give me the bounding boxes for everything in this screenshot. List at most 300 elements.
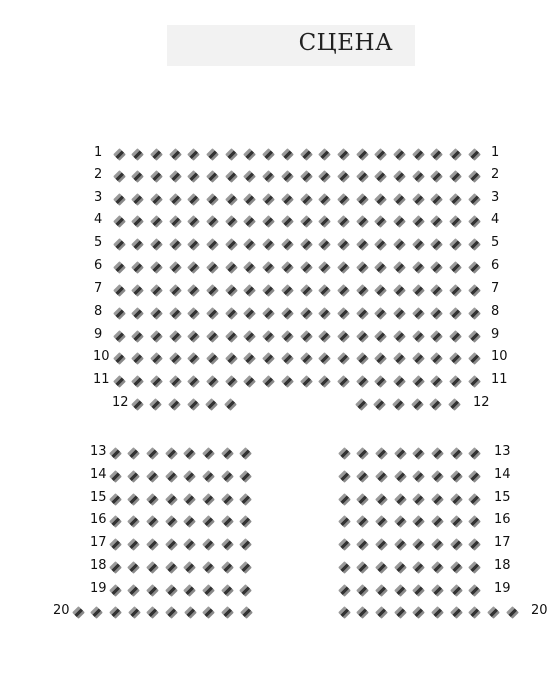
seat[interactable] [240, 561, 253, 574]
seat[interactable] [450, 584, 463, 597]
seat[interactable] [225, 375, 238, 388]
seat[interactable] [169, 284, 182, 297]
seat[interactable] [131, 193, 144, 206]
seat[interactable] [240, 515, 253, 528]
seat[interactable] [393, 215, 406, 228]
seat[interactable] [356, 352, 369, 365]
seat[interactable] [412, 375, 425, 388]
seat[interactable] [131, 284, 144, 297]
seat[interactable] [127, 561, 140, 574]
seat[interactable] [356, 193, 369, 206]
seat[interactable] [468, 352, 481, 365]
seat[interactable] [469, 538, 482, 551]
seat[interactable] [206, 352, 219, 365]
seat[interactable] [187, 170, 200, 183]
seat[interactable] [150, 215, 163, 228]
seat[interactable] [187, 398, 200, 411]
seat[interactable] [150, 375, 163, 388]
seat[interactable] [150, 330, 163, 343]
seat[interactable] [206, 170, 219, 183]
seat[interactable] [412, 330, 425, 343]
seat[interactable] [393, 148, 406, 161]
seat[interactable] [318, 352, 331, 365]
seat[interactable] [449, 215, 462, 228]
seat[interactable] [113, 330, 126, 343]
seat[interactable] [113, 375, 126, 388]
seat[interactable] [393, 238, 406, 251]
seat[interactable] [150, 307, 163, 320]
seat[interactable] [318, 215, 331, 228]
seat[interactable] [356, 375, 369, 388]
seat[interactable] [146, 584, 159, 597]
seat[interactable] [206, 307, 219, 320]
seat[interactable] [244, 215, 257, 228]
seat[interactable] [318, 375, 331, 388]
seat[interactable] [393, 261, 406, 274]
seat[interactable] [374, 261, 387, 274]
seat[interactable] [393, 193, 406, 206]
seat[interactable] [394, 515, 407, 528]
seat[interactable] [431, 170, 444, 183]
seat[interactable] [338, 515, 351, 528]
seat[interactable] [113, 193, 126, 206]
seat[interactable] [300, 193, 313, 206]
seat[interactable] [203, 606, 216, 619]
seat[interactable] [356, 515, 369, 528]
seat[interactable] [300, 375, 313, 388]
seat[interactable] [469, 447, 482, 460]
seat[interactable] [146, 447, 159, 460]
seat[interactable] [150, 261, 163, 274]
seat[interactable] [356, 538, 369, 551]
seat[interactable] [356, 284, 369, 297]
seat[interactable] [337, 170, 350, 183]
seat[interactable] [300, 238, 313, 251]
seat[interactable] [300, 330, 313, 343]
seat[interactable] [338, 447, 351, 460]
seat[interactable] [431, 561, 444, 574]
seat[interactable] [449, 375, 462, 388]
seat[interactable] [150, 284, 163, 297]
seat[interactable] [318, 193, 331, 206]
seat[interactable] [412, 561, 425, 574]
seat[interactable] [412, 493, 425, 506]
seat[interactable] [131, 307, 144, 320]
seat[interactable] [337, 193, 350, 206]
seat[interactable] [262, 193, 275, 206]
seat[interactable] [165, 470, 178, 483]
seat[interactable] [146, 470, 159, 483]
seat[interactable] [469, 515, 482, 528]
seat[interactable] [169, 148, 182, 161]
seat[interactable] [109, 538, 122, 551]
seat[interactable] [374, 170, 387, 183]
seat[interactable] [468, 330, 481, 343]
seat[interactable] [375, 515, 388, 528]
seat[interactable] [468, 261, 481, 274]
seat[interactable] [338, 561, 351, 574]
seat[interactable] [146, 493, 159, 506]
seat[interactable] [131, 261, 144, 274]
seat[interactable] [431, 352, 444, 365]
seat[interactable] [318, 238, 331, 251]
seat[interactable] [431, 330, 444, 343]
seat[interactable] [183, 447, 196, 460]
seat[interactable] [356, 493, 369, 506]
seat[interactable] [449, 193, 462, 206]
seat[interactable] [206, 284, 219, 297]
seat[interactable] [187, 307, 200, 320]
seat[interactable] [221, 561, 234, 574]
seat[interactable] [202, 470, 215, 483]
seat[interactable] [374, 148, 387, 161]
seat[interactable] [131, 238, 144, 251]
seat[interactable] [281, 148, 294, 161]
seat[interactable] [374, 215, 387, 228]
seat[interactable] [202, 493, 215, 506]
seat[interactable] [394, 493, 407, 506]
seat[interactable] [165, 515, 178, 528]
seat[interactable] [356, 330, 369, 343]
seat[interactable] [393, 375, 406, 388]
seat[interactable] [337, 307, 350, 320]
seat[interactable] [374, 193, 387, 206]
seat[interactable] [450, 447, 463, 460]
seat[interactable] [244, 284, 257, 297]
seat[interactable] [392, 398, 405, 411]
seat[interactable] [262, 375, 275, 388]
seat[interactable] [356, 170, 369, 183]
seat[interactable] [225, 352, 238, 365]
seat[interactable] [375, 606, 388, 619]
seat[interactable] [281, 261, 294, 274]
seat[interactable] [394, 584, 407, 597]
seat[interactable] [337, 330, 350, 343]
seat[interactable] [202, 584, 215, 597]
seat[interactable] [127, 447, 140, 460]
seat[interactable] [224, 398, 237, 411]
seat[interactable] [225, 148, 238, 161]
seat[interactable] [240, 447, 253, 460]
seat[interactable] [127, 470, 140, 483]
seat[interactable] [337, 238, 350, 251]
seat[interactable] [165, 606, 178, 619]
seat[interactable] [450, 606, 463, 619]
seat[interactable] [109, 584, 122, 597]
seat[interactable] [240, 606, 253, 619]
seat[interactable] [393, 170, 406, 183]
seat[interactable] [281, 193, 294, 206]
seat[interactable] [431, 193, 444, 206]
seat[interactable] [128, 606, 141, 619]
seat[interactable] [183, 515, 196, 528]
seat[interactable] [165, 538, 178, 551]
seat[interactable] [281, 307, 294, 320]
seat[interactable] [300, 352, 313, 365]
seat[interactable] [431, 606, 444, 619]
seat[interactable] [318, 330, 331, 343]
seat[interactable] [468, 284, 481, 297]
seat[interactable] [169, 352, 182, 365]
seat[interactable] [240, 470, 253, 483]
seat[interactable] [337, 284, 350, 297]
seat[interactable] [221, 584, 234, 597]
seat[interactable] [187, 284, 200, 297]
seat[interactable] [109, 447, 122, 460]
seat[interactable] [469, 606, 482, 619]
seat[interactable] [412, 284, 425, 297]
seat[interactable] [281, 284, 294, 297]
seat[interactable] [206, 193, 219, 206]
seat[interactable] [338, 470, 351, 483]
seat[interactable] [431, 375, 444, 388]
seat[interactable] [221, 447, 234, 460]
seat[interactable] [262, 307, 275, 320]
seat[interactable] [449, 330, 462, 343]
seat[interactable] [431, 284, 444, 297]
seat[interactable] [487, 606, 500, 619]
seat[interactable] [429, 398, 442, 411]
seat[interactable] [375, 447, 388, 460]
seat[interactable] [449, 261, 462, 274]
seat[interactable] [225, 330, 238, 343]
seat[interactable] [109, 515, 122, 528]
seat[interactable] [187, 238, 200, 251]
seat[interactable] [412, 238, 425, 251]
seat[interactable] [221, 515, 234, 528]
seat[interactable] [431, 470, 444, 483]
seat[interactable] [375, 470, 388, 483]
seat[interactable] [109, 606, 122, 619]
seat[interactable] [109, 470, 122, 483]
seat[interactable] [431, 215, 444, 228]
seat[interactable] [131, 352, 144, 365]
seat[interactable] [356, 561, 369, 574]
seat[interactable] [169, 261, 182, 274]
seat[interactable] [431, 307, 444, 320]
seat[interactable] [300, 307, 313, 320]
seat[interactable] [240, 538, 253, 551]
seat[interactable] [168, 398, 181, 411]
seat[interactable] [244, 170, 257, 183]
seat[interactable] [262, 170, 275, 183]
seat[interactable] [300, 170, 313, 183]
seat[interactable] [150, 352, 163, 365]
seat[interactable] [374, 330, 387, 343]
seat[interactable] [206, 148, 219, 161]
seat[interactable] [149, 398, 162, 411]
seat[interactable] [262, 148, 275, 161]
seat[interactable] [131, 148, 144, 161]
seat[interactable] [187, 352, 200, 365]
seat[interactable] [338, 606, 351, 619]
seat[interactable] [375, 561, 388, 574]
seat[interactable] [337, 215, 350, 228]
seat[interactable] [187, 215, 200, 228]
seat[interactable] [150, 148, 163, 161]
seat[interactable] [300, 215, 313, 228]
seat[interactable] [374, 284, 387, 297]
seat[interactable] [356, 307, 369, 320]
seat[interactable] [394, 447, 407, 460]
seat[interactable] [469, 584, 482, 597]
seat[interactable] [225, 193, 238, 206]
seat[interactable] [318, 307, 331, 320]
seat[interactable] [281, 330, 294, 343]
seat[interactable] [72, 606, 85, 619]
seat[interactable] [244, 307, 257, 320]
seat[interactable] [146, 515, 159, 528]
seat[interactable] [412, 606, 425, 619]
seat[interactable] [240, 584, 253, 597]
seat[interactable] [202, 515, 215, 528]
seat[interactable] [281, 352, 294, 365]
seat[interactable] [206, 375, 219, 388]
seat[interactable] [281, 215, 294, 228]
seat[interactable] [393, 307, 406, 320]
seat[interactable] [206, 261, 219, 274]
seat[interactable] [146, 561, 159, 574]
seat[interactable] [412, 193, 425, 206]
seat[interactable] [225, 215, 238, 228]
seat[interactable] [356, 447, 369, 460]
seat[interactable] [131, 375, 144, 388]
seat[interactable] [165, 584, 178, 597]
seat[interactable] [113, 170, 126, 183]
seat[interactable] [187, 148, 200, 161]
seat[interactable] [131, 170, 144, 183]
seat[interactable] [356, 261, 369, 274]
seat[interactable] [109, 493, 122, 506]
seat[interactable] [318, 148, 331, 161]
seat[interactable] [262, 238, 275, 251]
seat[interactable] [412, 447, 425, 460]
seat[interactable] [146, 606, 159, 619]
seat[interactable] [431, 538, 444, 551]
seat[interactable] [338, 584, 351, 597]
seat[interactable] [150, 170, 163, 183]
seat[interactable] [356, 215, 369, 228]
seat[interactable] [338, 493, 351, 506]
seat[interactable] [169, 375, 182, 388]
seat[interactable] [165, 493, 178, 506]
seat[interactable] [394, 470, 407, 483]
seat[interactable] [318, 284, 331, 297]
seat[interactable] [281, 375, 294, 388]
seat[interactable] [183, 561, 196, 574]
seat[interactable] [225, 284, 238, 297]
seat[interactable] [337, 352, 350, 365]
seat[interactable] [431, 261, 444, 274]
seat[interactable] [113, 238, 126, 251]
seat[interactable] [206, 238, 219, 251]
seat[interactable] [187, 375, 200, 388]
seat[interactable] [468, 170, 481, 183]
seat[interactable] [240, 493, 253, 506]
seat[interactable] [202, 447, 215, 460]
seat[interactable] [221, 606, 234, 619]
seat[interactable] [431, 584, 444, 597]
seat[interactable] [202, 561, 215, 574]
seat[interactable] [127, 515, 140, 528]
seat[interactable] [412, 307, 425, 320]
seat[interactable] [506, 606, 519, 619]
seat[interactable] [450, 538, 463, 551]
seat[interactable] [187, 193, 200, 206]
seat[interactable] [187, 330, 200, 343]
seat[interactable] [165, 561, 178, 574]
seat[interactable] [412, 538, 425, 551]
seat[interactable] [113, 284, 126, 297]
seat[interactable] [450, 561, 463, 574]
seat[interactable] [225, 307, 238, 320]
seat[interactable] [448, 398, 461, 411]
seat[interactable] [412, 170, 425, 183]
seat[interactable] [412, 584, 425, 597]
seat[interactable] [373, 398, 386, 411]
seat[interactable] [393, 352, 406, 365]
seat[interactable] [412, 470, 425, 483]
seat[interactable] [356, 238, 369, 251]
seat[interactable] [113, 307, 126, 320]
seat[interactable] [412, 352, 425, 365]
seat[interactable] [300, 148, 313, 161]
seat[interactable] [221, 493, 234, 506]
seat[interactable] [356, 584, 369, 597]
seat[interactable] [113, 215, 126, 228]
seat[interactable] [187, 261, 200, 274]
seat[interactable] [262, 261, 275, 274]
seat[interactable] [393, 284, 406, 297]
seat[interactable] [281, 170, 294, 183]
seat[interactable] [169, 307, 182, 320]
seat[interactable] [393, 330, 406, 343]
seat[interactable] [412, 215, 425, 228]
seat[interactable] [338, 538, 351, 551]
seat[interactable] [281, 238, 294, 251]
seat[interactable] [131, 398, 144, 411]
seat[interactable] [146, 538, 159, 551]
seat[interactable] [468, 148, 481, 161]
seat[interactable] [450, 493, 463, 506]
seat[interactable] [374, 307, 387, 320]
seat[interactable] [337, 375, 350, 388]
seat[interactable] [225, 170, 238, 183]
seat[interactable] [337, 261, 350, 274]
seat[interactable] [262, 215, 275, 228]
seat[interactable] [449, 148, 462, 161]
seat[interactable] [449, 170, 462, 183]
seat[interactable] [449, 307, 462, 320]
seat[interactable] [469, 470, 482, 483]
seat[interactable] [431, 447, 444, 460]
seat[interactable] [468, 238, 481, 251]
seat[interactable] [356, 606, 369, 619]
seat[interactable] [374, 375, 387, 388]
seat[interactable] [127, 538, 140, 551]
seat[interactable] [205, 398, 218, 411]
seat[interactable] [300, 284, 313, 297]
seat[interactable] [113, 352, 126, 365]
seat[interactable] [337, 148, 350, 161]
seat[interactable] [262, 284, 275, 297]
seat[interactable] [300, 261, 313, 274]
seat[interactable] [375, 584, 388, 597]
seat[interactable] [127, 584, 140, 597]
seat[interactable] [412, 261, 425, 274]
seat[interactable] [449, 238, 462, 251]
seat[interactable] [431, 238, 444, 251]
